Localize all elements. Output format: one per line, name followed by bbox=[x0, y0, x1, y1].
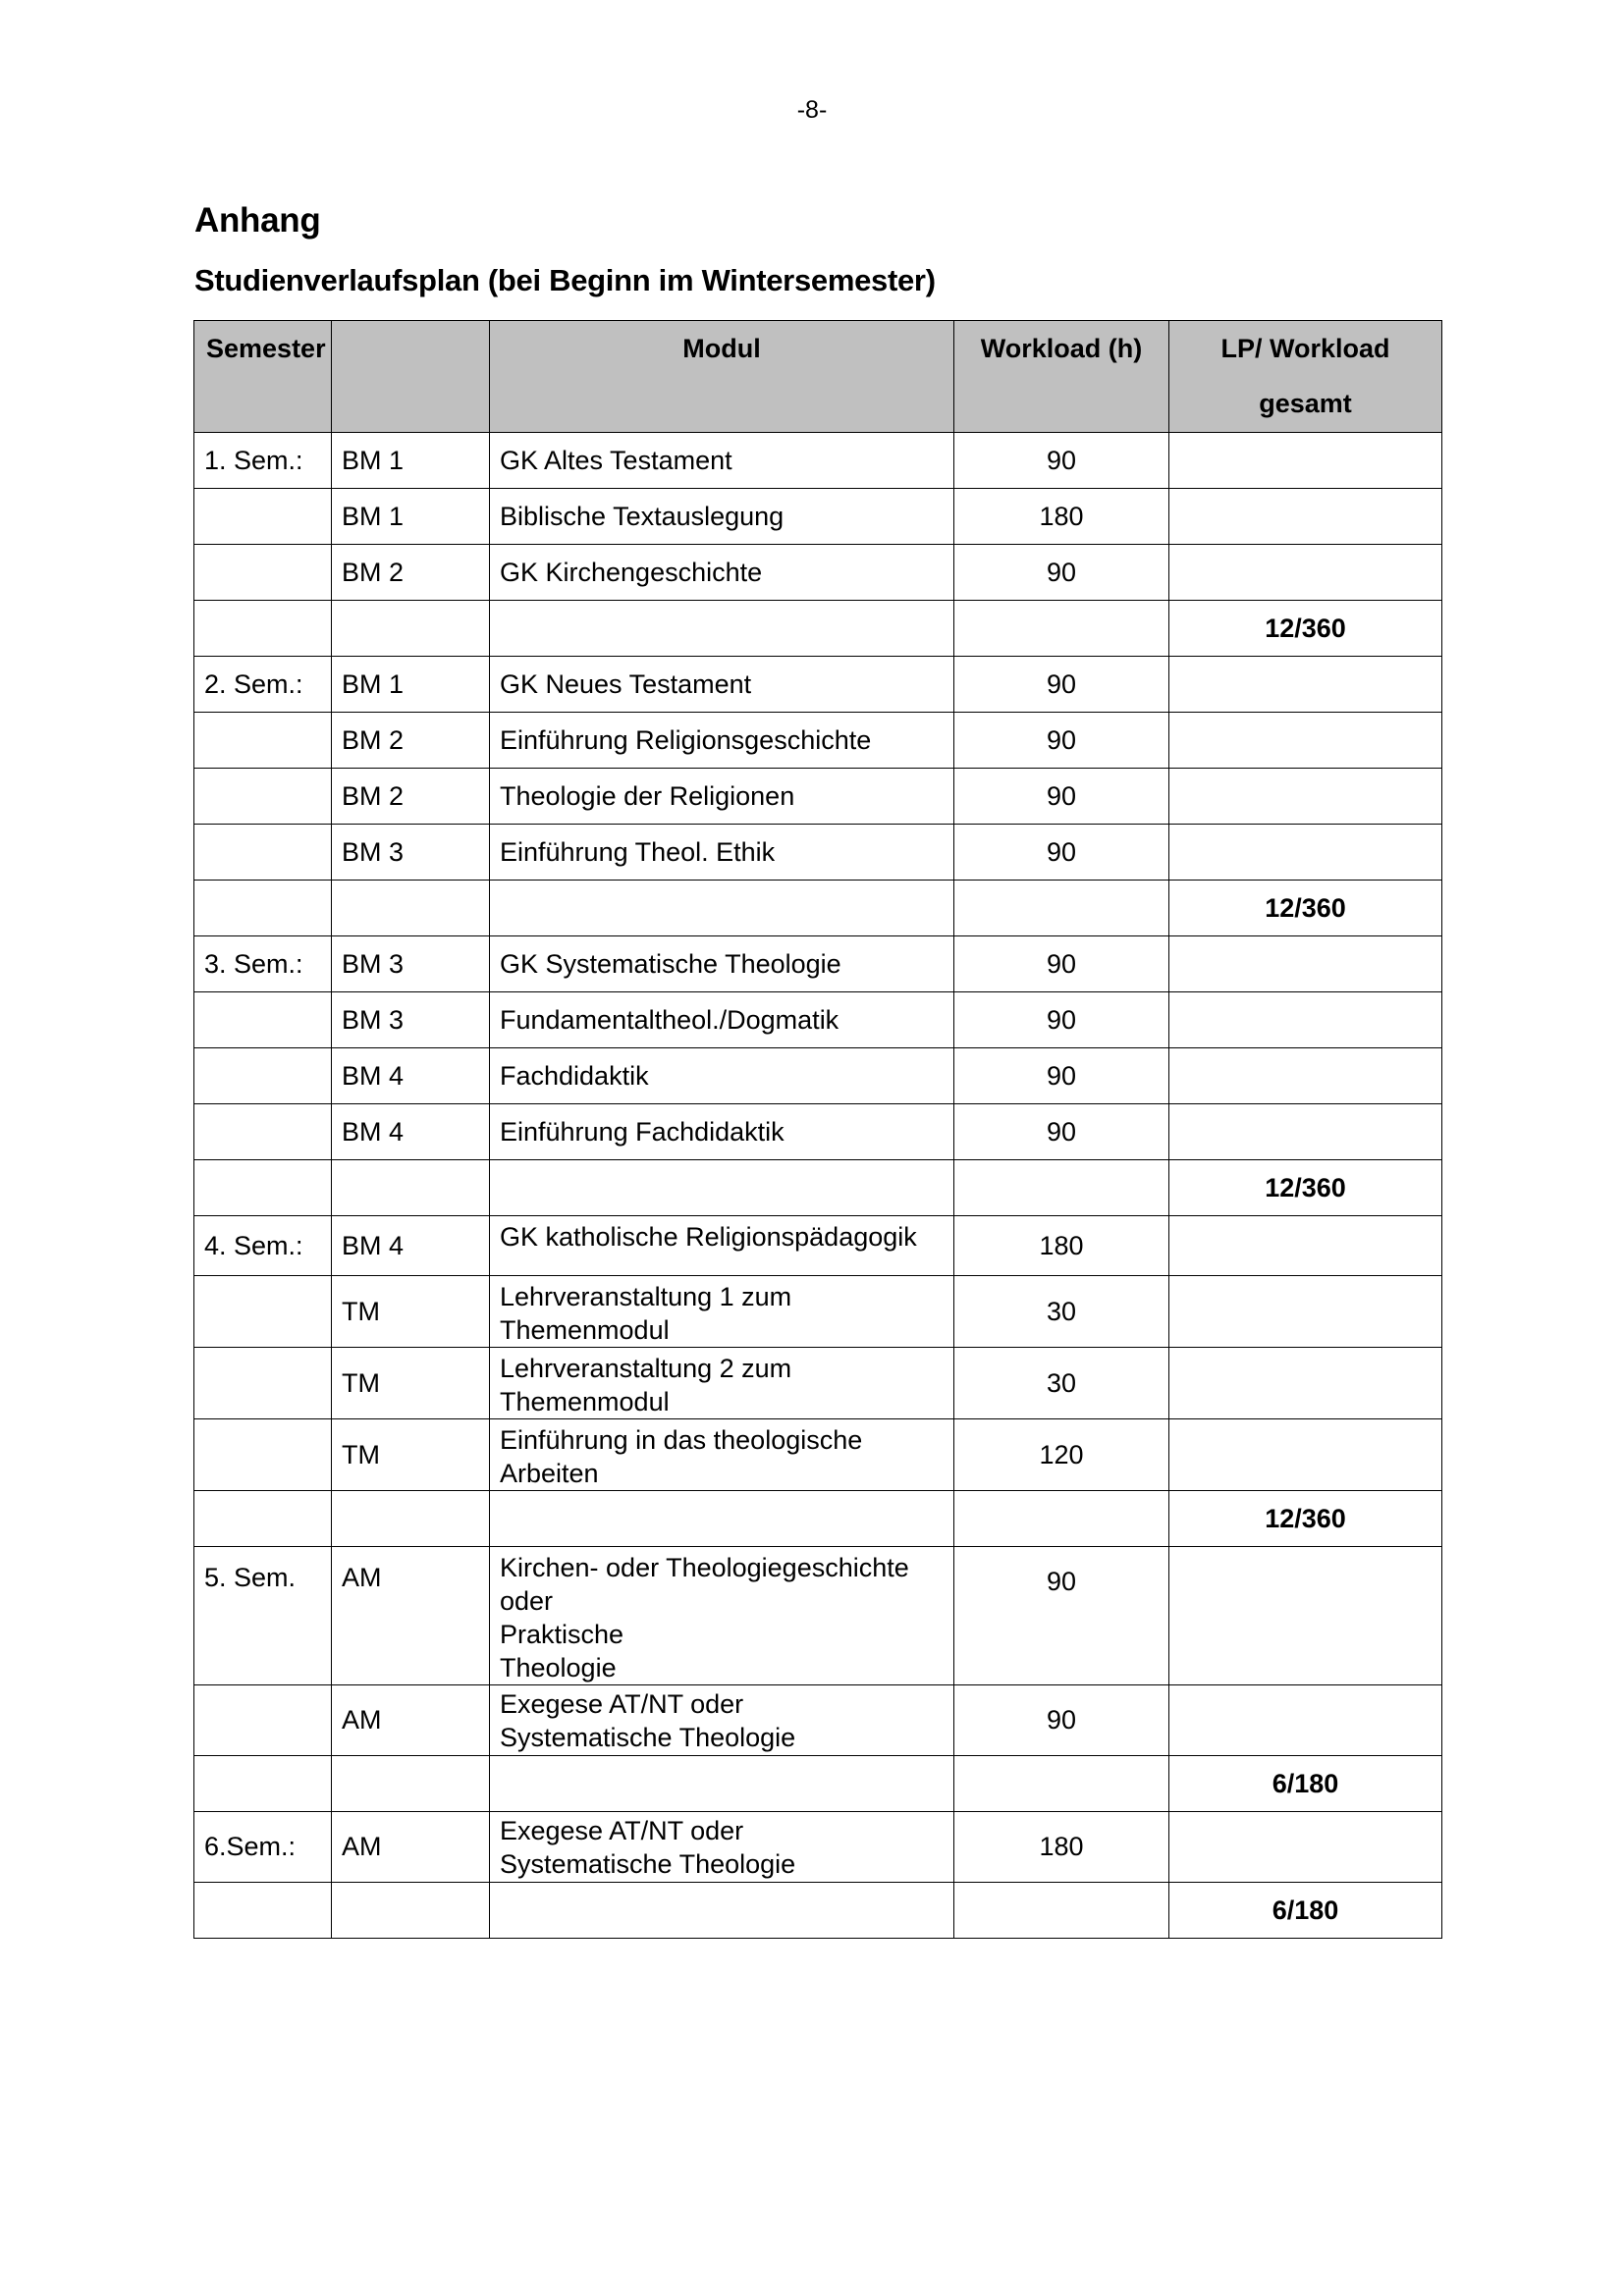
cell-semester: 5. Sem. bbox=[194, 1547, 332, 1685]
cell-module: Einführung Fachdidaktik bbox=[490, 1104, 954, 1160]
cell-workload: 30 bbox=[954, 1348, 1169, 1419]
cell-module: Lehrveranstaltung 2 zum Themenmodul bbox=[490, 1348, 954, 1419]
table-row bbox=[194, 936, 1442, 992]
cell-workload bbox=[954, 1160, 1169, 1216]
cell-semester bbox=[194, 1419, 332, 1491]
page-subtitle: Studienverlaufsplan (bei Beginn im Wintersemester) bbox=[194, 263, 936, 297]
cell-module bbox=[490, 1756, 954, 1812]
cell-module-code: BM 4 bbox=[332, 1104, 490, 1160]
cell-semester bbox=[194, 1048, 332, 1104]
cell-workload: 90 bbox=[954, 713, 1169, 769]
header-code bbox=[332, 321, 490, 433]
cell-module-line: Praktische bbox=[500, 1620, 624, 1649]
cell-module-code: BM 1 bbox=[332, 657, 490, 713]
cell-module bbox=[490, 1812, 954, 1883]
cell-module-code bbox=[332, 1756, 490, 1812]
cell-module-line: Exegese AT/NT oder bbox=[500, 1688, 744, 1719]
cell-workload: 180 bbox=[954, 489, 1169, 545]
cell-module-code: BM 2 bbox=[332, 769, 490, 825]
cell-lp bbox=[1169, 657, 1442, 713]
cell-module: Biblische Textauslegung bbox=[490, 489, 954, 545]
cell-workload: 30 bbox=[954, 1276, 1169, 1348]
table-row-total bbox=[194, 881, 1442, 936]
table-row bbox=[194, 1348, 1442, 1419]
cell-lp bbox=[1169, 1276, 1442, 1348]
cell-module bbox=[490, 1160, 954, 1216]
study-plan-table bbox=[193, 320, 1442, 1939]
cell-module: GK Altes Testament bbox=[490, 433, 954, 489]
cell-semester bbox=[194, 1104, 332, 1160]
table-row bbox=[194, 1547, 1442, 1685]
cell-module-code: BM 3 bbox=[332, 825, 490, 881]
cell-semester bbox=[194, 713, 332, 769]
cell-lp-total: 6/180 bbox=[1169, 1756, 1442, 1812]
cell-module-line: Exegese AT/NT oder bbox=[500, 1815, 744, 1845]
cell-semester bbox=[194, 825, 332, 881]
cell-semester: 6.Sem.: bbox=[194, 1812, 332, 1883]
cell-module: Einführung Theol. Ethik bbox=[490, 825, 954, 881]
cell-lp bbox=[1169, 769, 1442, 825]
cell-module bbox=[490, 1883, 954, 1939]
cell-module-code: BM 2 bbox=[332, 545, 490, 601]
cell-module-code bbox=[332, 1491, 490, 1547]
cell-lp-total: 6/180 bbox=[1169, 1883, 1442, 1939]
cell-semester bbox=[194, 1685, 332, 1756]
table-row bbox=[194, 1276, 1442, 1348]
cell-lp bbox=[1169, 545, 1442, 601]
cell-module: Einführung in das theologische Arbeiten bbox=[490, 1419, 954, 1491]
cell-lp bbox=[1169, 1216, 1442, 1276]
header-semester: Semester bbox=[194, 321, 332, 433]
cell-module-code: TM bbox=[332, 1419, 490, 1491]
table-row bbox=[194, 545, 1442, 601]
cell-lp bbox=[1169, 433, 1442, 489]
cell-module bbox=[490, 1685, 954, 1756]
cell-module: Fachdidaktik bbox=[490, 1048, 954, 1104]
cell-module-line: Systematische Theologie bbox=[500, 1848, 796, 1879]
cell-module-code: AM bbox=[332, 1812, 490, 1883]
cell-module-code: AM bbox=[332, 1685, 490, 1756]
cell-lp bbox=[1169, 713, 1442, 769]
cell-workload: 90 bbox=[954, 1104, 1169, 1160]
cell-module: GK Neues Testament bbox=[490, 657, 954, 713]
page-number: -8- bbox=[796, 96, 828, 124]
cell-module-code bbox=[332, 601, 490, 657]
table-row bbox=[194, 489, 1442, 545]
cell-lp bbox=[1169, 1685, 1442, 1756]
cell-module-code: TM bbox=[332, 1276, 490, 1348]
cell-lp bbox=[1169, 489, 1442, 545]
cell-module: GK katholische Religionspädagogik bbox=[490, 1216, 954, 1276]
cell-module: Fundamentaltheol./Dogmatik bbox=[490, 992, 954, 1048]
cell-module-code: BM 4 bbox=[332, 1216, 490, 1276]
cell-module: Einführung Religionsgeschichte bbox=[490, 713, 954, 769]
cell-lp bbox=[1169, 1419, 1442, 1491]
cell-workload bbox=[954, 601, 1169, 657]
header-modul: Modul bbox=[490, 321, 954, 433]
cell-module: Theologie der Religionen bbox=[490, 769, 954, 825]
header-lp-line1: LP/ Workload bbox=[1220, 334, 1390, 363]
cell-module-code: BM 4 bbox=[332, 1048, 490, 1104]
cell-lp bbox=[1169, 1348, 1442, 1419]
cell-semester: 3. Sem.: bbox=[194, 936, 332, 992]
table-row-total bbox=[194, 1491, 1442, 1547]
table-row bbox=[194, 657, 1442, 713]
cell-lp bbox=[1169, 825, 1442, 881]
cell-semester: 4. Sem.: bbox=[194, 1216, 332, 1276]
cell-lp bbox=[1169, 992, 1442, 1048]
table-row-total bbox=[194, 1160, 1442, 1216]
table-row bbox=[194, 1685, 1442, 1756]
cell-workload: 180 bbox=[954, 1216, 1169, 1276]
cell-module-line: Theologie bbox=[500, 1653, 617, 1682]
table-row bbox=[194, 1419, 1442, 1491]
cell-module: GK Kirchengeschichte bbox=[490, 545, 954, 601]
table-row-total bbox=[194, 1756, 1442, 1812]
cell-workload: 90 bbox=[954, 992, 1169, 1048]
cell-module-code: AM bbox=[332, 1547, 490, 1685]
table-row-total bbox=[194, 1883, 1442, 1939]
header-lp-workload bbox=[1169, 321, 1442, 433]
table-body bbox=[194, 433, 1442, 1939]
cell-module-code: TM bbox=[332, 1348, 490, 1419]
cell-module-code: BM 3 bbox=[332, 992, 490, 1048]
cell-workload: 90 bbox=[954, 825, 1169, 881]
cell-module bbox=[490, 601, 954, 657]
table-row bbox=[194, 825, 1442, 881]
cell-workload: 180 bbox=[954, 1812, 1169, 1883]
table-row-total bbox=[194, 601, 1442, 657]
cell-workload bbox=[954, 1756, 1169, 1812]
table-header-row bbox=[194, 321, 1442, 433]
cell-semester bbox=[194, 1276, 332, 1348]
table-row bbox=[194, 433, 1442, 489]
cell-semester bbox=[194, 545, 332, 601]
cell-workload: 90 bbox=[954, 433, 1169, 489]
cell-semester bbox=[194, 489, 332, 545]
cell-workload: 90 bbox=[954, 545, 1169, 601]
cell-semester bbox=[194, 992, 332, 1048]
cell-module bbox=[490, 881, 954, 936]
cell-lp bbox=[1169, 1547, 1442, 1685]
cell-semester bbox=[194, 1348, 332, 1419]
cell-module-line: Systematische Theologie bbox=[500, 1722, 796, 1752]
cell-lp bbox=[1169, 1104, 1442, 1160]
cell-module-code: BM 2 bbox=[332, 713, 490, 769]
cell-workload: 90 bbox=[954, 936, 1169, 992]
table-row bbox=[194, 1104, 1442, 1160]
cell-module-code bbox=[332, 881, 490, 936]
cell-module-code: BM 1 bbox=[332, 489, 490, 545]
header-lp-line2: gesamt bbox=[1259, 389, 1352, 418]
cell-workload: 90 bbox=[954, 657, 1169, 713]
cell-workload bbox=[954, 1883, 1169, 1939]
cell-workload: 120 bbox=[954, 1419, 1169, 1491]
table-row bbox=[194, 769, 1442, 825]
cell-semester: 1. Sem.: bbox=[194, 433, 332, 489]
cell-module-line: Kirchen- oder Theologiegeschichte oder bbox=[500, 1553, 909, 1616]
cell-module-code: BM 3 bbox=[332, 936, 490, 992]
cell-lp bbox=[1169, 936, 1442, 992]
cell-semester bbox=[194, 769, 332, 825]
cell-semester bbox=[194, 601, 332, 657]
table-row bbox=[194, 1216, 1442, 1276]
table-row bbox=[194, 1812, 1442, 1883]
cell-semester bbox=[194, 1491, 332, 1547]
cell-semester bbox=[194, 1160, 332, 1216]
cell-workload: 90 bbox=[954, 1048, 1169, 1104]
cell-semester: 2. Sem.: bbox=[194, 657, 332, 713]
cell-lp bbox=[1169, 1048, 1442, 1104]
cell-semester bbox=[194, 881, 332, 936]
cell-semester bbox=[194, 1883, 332, 1939]
table-row bbox=[194, 713, 1442, 769]
cell-lp-total: 12/360 bbox=[1169, 1160, 1442, 1216]
cell-semester bbox=[194, 1756, 332, 1812]
cell-workload: 90 bbox=[954, 769, 1169, 825]
cell-lp-total: 12/360 bbox=[1169, 601, 1442, 657]
table-row bbox=[194, 992, 1442, 1048]
cell-module-code: BM 1 bbox=[332, 433, 490, 489]
cell-lp bbox=[1169, 1812, 1442, 1883]
cell-module bbox=[490, 1547, 954, 1685]
header-workload: Workload (h) bbox=[954, 321, 1169, 433]
cell-workload: 90 bbox=[954, 1547, 1169, 1685]
cell-module: GK Systematische Theologie bbox=[490, 936, 954, 992]
cell-module bbox=[490, 1491, 954, 1547]
page-title: Anhang bbox=[194, 201, 321, 240]
cell-module-code bbox=[332, 1160, 490, 1216]
cell-module: Lehrveranstaltung 1 zum Themenmodul bbox=[490, 1276, 954, 1348]
cell-lp-total: 12/360 bbox=[1169, 1491, 1442, 1547]
cell-module-code bbox=[332, 1883, 490, 1939]
cell-workload bbox=[954, 881, 1169, 936]
cell-workload bbox=[954, 1491, 1169, 1547]
table-row bbox=[194, 1048, 1442, 1104]
cell-lp-total: 12/360 bbox=[1169, 881, 1442, 936]
cell-workload: 90 bbox=[954, 1685, 1169, 1756]
